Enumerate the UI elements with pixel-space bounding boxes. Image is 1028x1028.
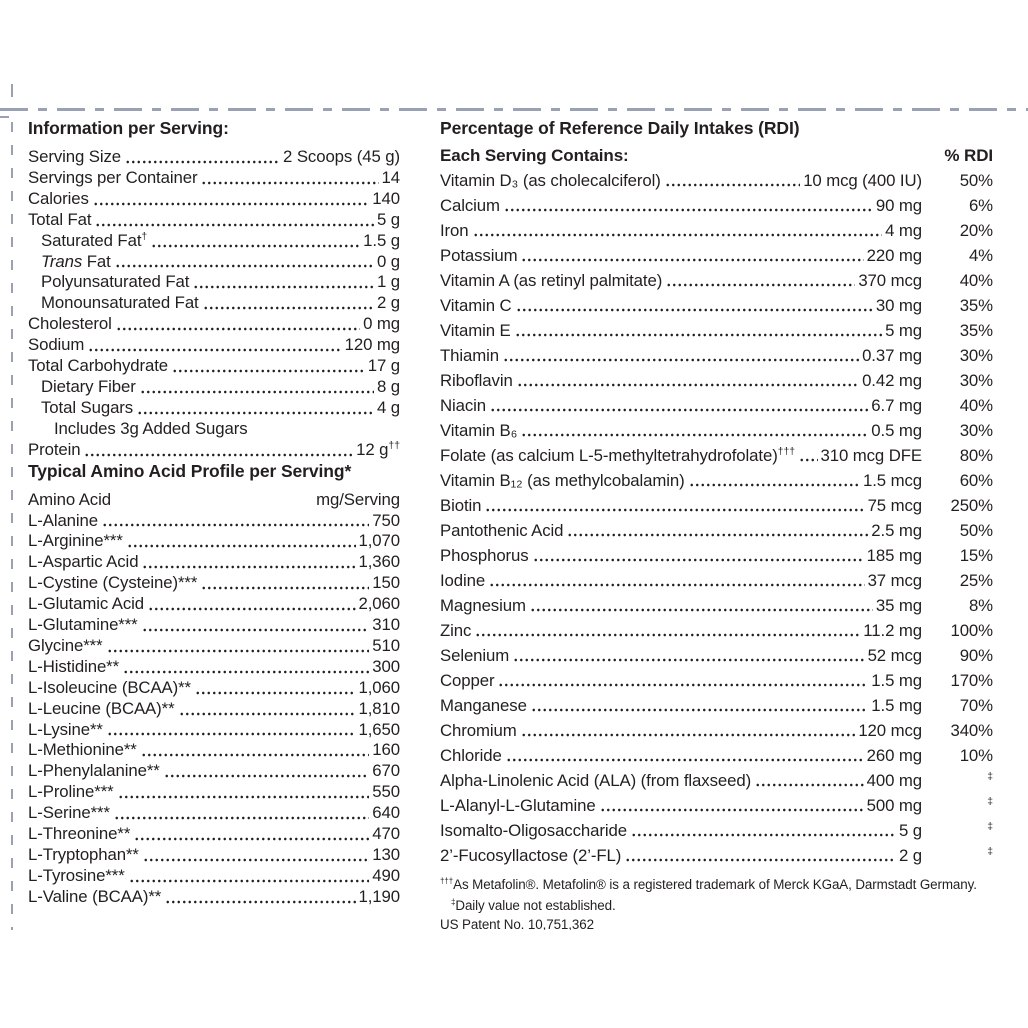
row-value: 1.5 mcg <box>863 471 922 490</box>
footnote: †††As Metafolin®. Metafolin® is a registered trademark of Merck KGaA, Darmstadt Germany. <box>440 876 977 892</box>
rdi-row <box>440 618 993 643</box>
row-value: 2,060 <box>358 594 400 614</box>
row-value: 8 g <box>376 376 400 396</box>
row-percent-rdi: 250% <box>950 496 993 515</box>
row-value: 1,810 <box>358 698 400 718</box>
rdi-row <box>440 543 993 568</box>
row-percent-rdi: 20% <box>959 221 993 240</box>
row-label: Biotin <box>440 496 482 515</box>
row-percent-rdi: ‡ <box>987 796 993 808</box>
row-label: Calcium <box>440 196 500 215</box>
row-label: Riboflavin <box>440 371 513 390</box>
row-value: 0.42 mg <box>862 371 922 390</box>
row-label: L-Alanyl-L-Glutamine <box>440 796 596 815</box>
dot-leader <box>498 668 868 693</box>
row-label: Glycine*** <box>28 635 103 655</box>
dot-leader <box>503 343 859 368</box>
amino-acid-row <box>28 511 400 532</box>
dot-leader <box>755 768 864 793</box>
row-value: 310 mcg DFE <box>820 446 922 465</box>
row-label: Niacin <box>440 396 487 415</box>
row-percent-rdi: 50% <box>959 521 993 540</box>
row-percent-rdi: 50% <box>959 171 993 190</box>
row-percent-rdi: 30% <box>959 371 993 390</box>
dot-leader <box>115 252 374 273</box>
dot-leader <box>475 618 860 643</box>
dot-leader <box>164 761 370 782</box>
rdi-row <box>440 743 993 768</box>
rdi-row <box>440 493 993 518</box>
dot-leader <box>521 243 863 268</box>
row-value: 0 g <box>376 251 400 271</box>
dot-leader <box>530 593 873 618</box>
row-value: 300 <box>372 656 400 676</box>
rdi-row <box>440 443 993 468</box>
rdi-row <box>440 393 993 418</box>
row-label: Sodium <box>28 335 85 355</box>
row-label: Dietary Fiber <box>41 376 136 396</box>
row-value: 1,070 <box>358 531 400 551</box>
amino-acid-row <box>28 490 400 511</box>
info-per-serving-title: Information per Serving: <box>28 118 229 138</box>
row-value: 490 <box>372 865 400 885</box>
nutrient-row <box>28 314 400 335</box>
rdi-row <box>440 168 993 193</box>
row-label: Total Fat <box>28 209 92 229</box>
row-percent-rdi: ‡ <box>987 846 993 858</box>
dot-leader <box>490 393 868 418</box>
dot-leader <box>193 272 374 293</box>
amino-acid-row <box>28 740 400 761</box>
row-label: Chloride <box>440 746 502 765</box>
row-value: 160 <box>372 740 400 760</box>
row-label: L-Glutamic Acid <box>28 594 145 614</box>
row-value: 5 mg <box>885 321 922 340</box>
row-percent-rdi: 40% <box>959 396 993 415</box>
row-label: Potassium <box>440 246 518 265</box>
row-label: Phosphorus <box>440 546 529 565</box>
dot-leader <box>666 268 855 293</box>
row-label: Manganese <box>440 696 527 715</box>
amino-acid-row <box>28 573 400 594</box>
row-value: mg/Serving <box>316 489 400 509</box>
row-value: 500 mg <box>866 796 922 815</box>
amino-acid-row <box>28 782 400 803</box>
dot-leader <box>107 636 370 657</box>
row-label: Isomalto-Oligosaccharide <box>440 821 627 840</box>
row-label: L-Alanine <box>28 510 99 530</box>
row-value: 0.37 mg <box>862 346 922 365</box>
dot-leader <box>665 168 800 193</box>
row-label: L-Leucine (BCAA)** <box>28 698 175 718</box>
dot-leader <box>142 552 355 573</box>
rdi-row <box>440 568 993 593</box>
rdi-row <box>440 318 993 343</box>
row-percent-rdi: 15% <box>959 546 993 565</box>
amino-acid-row <box>28 636 400 657</box>
row-value: 1.5 mg <box>871 671 922 690</box>
dot-leader <box>506 743 864 768</box>
row-value: 0 mg <box>363 314 400 334</box>
nutrient-row <box>28 189 400 210</box>
row-percent-rdi: ‡ <box>987 771 993 783</box>
row-label: L-Phenylalanine** <box>28 761 160 781</box>
row-value: 35 mg <box>875 596 922 615</box>
dot-leader <box>102 511 369 532</box>
nutrient-row <box>28 440 400 461</box>
dot-leader <box>140 377 374 398</box>
dot-leader <box>179 699 356 720</box>
row-value: 1,360 <box>358 552 400 572</box>
row-label: Total Carbohydrate <box>28 356 168 376</box>
row-label: Iodine <box>440 571 486 590</box>
dot-leader <box>631 818 896 843</box>
amino-acid-row <box>28 824 400 845</box>
row-percent-rdi: 170% <box>950 671 993 690</box>
rdi-row <box>440 718 993 743</box>
row-label: Serving Size <box>28 147 122 166</box>
row-value: 2 g <box>376 293 400 313</box>
rdi-row <box>440 193 993 218</box>
row-percent-rdi: ‡ <box>987 821 993 833</box>
nutrient-row <box>28 272 400 293</box>
row-percent-rdi: 35% <box>959 321 993 340</box>
dot-leader <box>201 573 369 594</box>
amino-acid-row <box>28 866 400 887</box>
row-percent-rdi: 6% <box>968 196 993 215</box>
amino-acid-row <box>28 657 400 678</box>
row-percent-rdi: 70% <box>959 696 993 715</box>
row-label: Vitamin C <box>440 296 512 315</box>
row-value: 400 mg <box>866 771 922 790</box>
row-value: 14 <box>381 167 400 187</box>
row-label: Monounsaturated Fat <box>41 293 199 313</box>
dot-leader <box>107 720 356 741</box>
dot-leader <box>203 293 374 314</box>
percent-rdi-header: % RDI <box>944 146 993 165</box>
footnotes <box>440 875 993 917</box>
nutrient-row <box>28 356 400 377</box>
rdi-row <box>440 818 993 843</box>
row-percent-rdi: 8% <box>968 596 993 615</box>
row-value: 37 mcg <box>867 571 922 590</box>
row-value: 150 <box>372 573 400 593</box>
dot-leader <box>531 693 868 718</box>
rdi-title: Percentage of Reference Daily Intakes (RDI) <box>440 118 800 138</box>
row-label: Pantothenic Acid <box>440 521 564 540</box>
row-value: 130 <box>372 845 400 864</box>
row-value: 5 g <box>898 821 922 840</box>
label-content <box>28 118 993 930</box>
row-label: Total Sugars <box>41 397 134 417</box>
dot-leader <box>129 866 370 887</box>
dot-leader <box>516 293 873 318</box>
dot-leader <box>567 518 868 543</box>
row-percent-rdi: 10% <box>959 746 993 765</box>
rdi-list <box>440 168 993 868</box>
row-value: 52 mcg <box>867 646 922 665</box>
row-value: 5 g <box>376 209 400 229</box>
dot-leader <box>172 356 365 377</box>
dot-leader <box>165 887 355 908</box>
row-label: Cholesterol <box>28 314 112 334</box>
row-label: Alpha-Linolenic Acid (ALA) (from flaxseed) <box>440 771 752 790</box>
rdi-row <box>440 668 993 693</box>
nutrient-row <box>28 231 400 252</box>
nutrient-row <box>28 335 400 356</box>
row-value: 12 g†† <box>356 439 400 459</box>
row-label: Folate (as calcium L-5-methyltetrahydrofolate)††† <box>440 446 796 465</box>
fold-line-horizontal <box>0 108 1028 111</box>
row-percent-rdi: 100% <box>950 621 993 640</box>
amino-acid-row <box>28 761 400 782</box>
dot-leader <box>489 568 864 593</box>
row-percent-rdi: 90% <box>959 646 993 665</box>
each-serving-contains-label: Each Serving Contains: <box>440 146 629 165</box>
row-value: 510 <box>372 635 400 655</box>
row-value: 30 mg <box>875 296 922 315</box>
row-percent-rdi: 35% <box>959 296 993 315</box>
row-label: Iron <box>440 221 469 240</box>
patent-number: US Patent No. 10,751,362 <box>440 916 594 930</box>
row-label: Thiamin <box>440 346 499 365</box>
row-label: L-Tryptophan** <box>28 845 139 864</box>
row-value: 470 <box>372 824 400 844</box>
row-label: 2’-Fucosyllactose (2’-FL) <box>440 846 622 865</box>
dot-leader <box>143 845 369 866</box>
row-label: Vitamin E <box>440 321 511 340</box>
row-label: L-Lysine** <box>28 719 103 739</box>
row-value: 2 Scoops (45 g) <box>283 147 400 166</box>
dot-leader <box>84 440 353 461</box>
amino-acid-row <box>28 552 400 573</box>
row-value: 260 mg <box>866 746 922 765</box>
row-value: 6.7 mg <box>871 396 922 415</box>
dot-leader <box>689 468 860 493</box>
dot-leader <box>799 443 817 468</box>
dot-leader <box>141 740 370 761</box>
rdi-row <box>440 768 993 793</box>
row-label: Saturated Fat† <box>41 230 148 250</box>
amino-acid-row <box>28 531 400 552</box>
row-label: Magnesium <box>440 596 526 615</box>
row-value: 750 <box>372 510 400 530</box>
amino-acid-row <box>28 594 400 615</box>
dot-leader <box>521 418 868 443</box>
fold-line-vertical <box>11 122 13 930</box>
row-percent-rdi: 30% <box>959 421 993 440</box>
row-value: 670 <box>372 761 400 781</box>
row-value: 1,650 <box>358 719 400 739</box>
row-percent-rdi: 40% <box>959 271 993 290</box>
amino-acid-profile-title: Typical Amino Acid Profile per Serving* <box>28 460 352 481</box>
row-label: Includes 3g Added Sugars <box>54 418 248 438</box>
amino-acid-list <box>28 490 400 908</box>
dot-leader <box>93 189 370 210</box>
row-percent-rdi: 4% <box>968 246 993 265</box>
row-value: 90 mg <box>875 196 922 215</box>
row-label: L-Methionine** <box>28 740 137 760</box>
row-value: 4 g <box>376 397 400 417</box>
row-label: L-Aspartic Acid <box>28 552 139 572</box>
dot-leader <box>195 678 356 699</box>
row-label: Servings per Container <box>28 167 198 187</box>
nutrient-row <box>28 398 400 419</box>
rdi-row <box>440 268 993 293</box>
dot-leader <box>125 147 280 168</box>
row-value: 11.2 mg <box>863 621 922 640</box>
row-label: L-Valine (BCAA)** <box>28 886 162 906</box>
dot-leader <box>473 218 883 243</box>
row-value: 1,060 <box>358 677 400 697</box>
row-value: 550 <box>372 782 400 802</box>
dot-leader <box>517 368 859 393</box>
row-value: 0.5 mg <box>871 421 922 440</box>
rdi-row <box>440 643 993 668</box>
dot-leader <box>515 318 882 343</box>
amino-acid-row <box>28 678 400 699</box>
dot-leader <box>123 657 369 678</box>
row-value: 2 g <box>898 846 922 865</box>
dot-leader <box>118 782 370 803</box>
row-percent-rdi: 80% <box>959 446 993 465</box>
rdi-row <box>440 518 993 543</box>
amino-acid-row <box>28 887 400 908</box>
fold-mark-vertical-top <box>11 84 13 105</box>
fold-mark-horizontal-left <box>0 116 9 118</box>
row-label: Calories <box>28 188 89 208</box>
row-label: L-Proline*** <box>28 782 114 802</box>
row-label: L-Serine*** <box>28 803 110 823</box>
dot-leader <box>134 824 369 845</box>
dot-leader <box>88 335 341 356</box>
row-value: 220 mg <box>866 246 922 265</box>
serving-information-column <box>28 118 400 930</box>
rdi-row <box>440 368 993 393</box>
rdi-column <box>440 118 993 930</box>
row-value: 140 <box>372 188 400 208</box>
row-value: 2.5 mg <box>871 521 922 540</box>
row-value: 1.5 g <box>363 230 400 250</box>
amino-acid-row <box>28 699 400 720</box>
row-label: Selenium <box>440 646 510 665</box>
dot-leader <box>201 168 378 189</box>
dot-leader <box>116 314 360 335</box>
row-percent-rdi: 30% <box>959 346 993 365</box>
row-value: 1,190 <box>358 886 400 906</box>
dot-leader <box>137 398 374 419</box>
row-value: 75 mcg <box>867 496 922 515</box>
row-percent-rdi: 60% <box>959 471 993 490</box>
dot-leader <box>625 843 896 868</box>
row-label: Polyunsaturated Fat <box>41 272 190 292</box>
rdi-row <box>440 793 993 818</box>
row-label: Protein <box>28 439 81 459</box>
dot-leader <box>600 793 864 818</box>
row-value: 120 mg <box>344 335 400 355</box>
nutrient-row <box>28 210 400 231</box>
row-label: Vitamin D₃ (as cholecalciferol) <box>440 171 661 190</box>
nutrient-row <box>28 168 400 189</box>
dot-leader <box>513 643 864 668</box>
row-value: 370 mcg <box>858 271 922 290</box>
footnote: ‡Daily value not established. <box>451 897 616 913</box>
amino-acid-row <box>28 615 400 636</box>
nutrient-row <box>28 252 400 273</box>
row-label: Vitamin B₆ <box>440 421 518 440</box>
row-value: 310 <box>372 615 400 635</box>
dot-leader <box>142 615 370 636</box>
row-value: 4 mg <box>885 221 922 240</box>
dot-leader <box>521 718 856 743</box>
row-label: L-Histidine** <box>28 656 120 676</box>
rdi-row <box>440 593 993 618</box>
dot-leader <box>95 210 374 231</box>
nutrient-row <box>28 377 400 398</box>
dot-leader <box>127 531 356 552</box>
row-value: 1.5 mg <box>871 696 922 715</box>
dot-leader <box>114 803 369 824</box>
nutrition-facts-list <box>28 147 400 461</box>
row-label: Vitamin B₁₂ (as methylcobalamin) <box>440 471 685 490</box>
row-value: 185 mg <box>866 546 922 565</box>
row-label: Amino Acid <box>28 489 111 509</box>
row-percent-rdi: 340% <box>950 721 993 740</box>
rdi-row <box>440 218 993 243</box>
rdi-subheader-row <box>440 143 993 168</box>
amino-acid-row <box>28 845 400 866</box>
nutrient-row <box>28 293 400 314</box>
row-label: L-Threonine** <box>28 824 131 844</box>
row-value: 17 g <box>367 356 400 376</box>
rdi-row <box>440 418 993 443</box>
nutrient-row <box>28 147 400 168</box>
row-label: L-Glutamine*** <box>28 615 138 635</box>
row-label: Vitamin A (as retinyl palmitate) <box>440 271 663 290</box>
row-label: Trans Fat <box>41 251 111 271</box>
rdi-row <box>440 293 993 318</box>
row-percent-rdi: 25% <box>959 571 993 590</box>
nutrient-row <box>28 419 400 440</box>
amino-acid-row <box>28 803 400 824</box>
dot-leader <box>533 543 864 568</box>
row-label: L-Arginine*** <box>28 531 123 551</box>
rdi-row <box>440 843 993 868</box>
dot-leader <box>485 493 864 518</box>
row-label: L-Cystine (Cysteine)*** <box>28 573 198 593</box>
dot-leader <box>148 594 355 615</box>
row-label: L-Tyrosine*** <box>28 865 125 885</box>
dot-leader <box>151 231 360 252</box>
row-label: Copper <box>440 671 495 690</box>
rdi-row <box>440 468 993 493</box>
rdi-row <box>440 693 993 718</box>
row-value: 1 g <box>376 272 400 292</box>
row-label: L-Isoleucine (BCAA)** <box>28 677 191 697</box>
row-label: Zinc <box>440 621 472 640</box>
row-label: Chromium <box>440 721 517 740</box>
amino-acid-row <box>28 720 400 741</box>
row-value: 640 <box>372 803 400 823</box>
dot-leader <box>504 193 873 218</box>
rdi-row <box>440 243 993 268</box>
row-value: 10 mcg (400 IU) <box>803 171 922 190</box>
row-value: 120 mcg <box>858 721 922 740</box>
rdi-row <box>440 343 993 368</box>
